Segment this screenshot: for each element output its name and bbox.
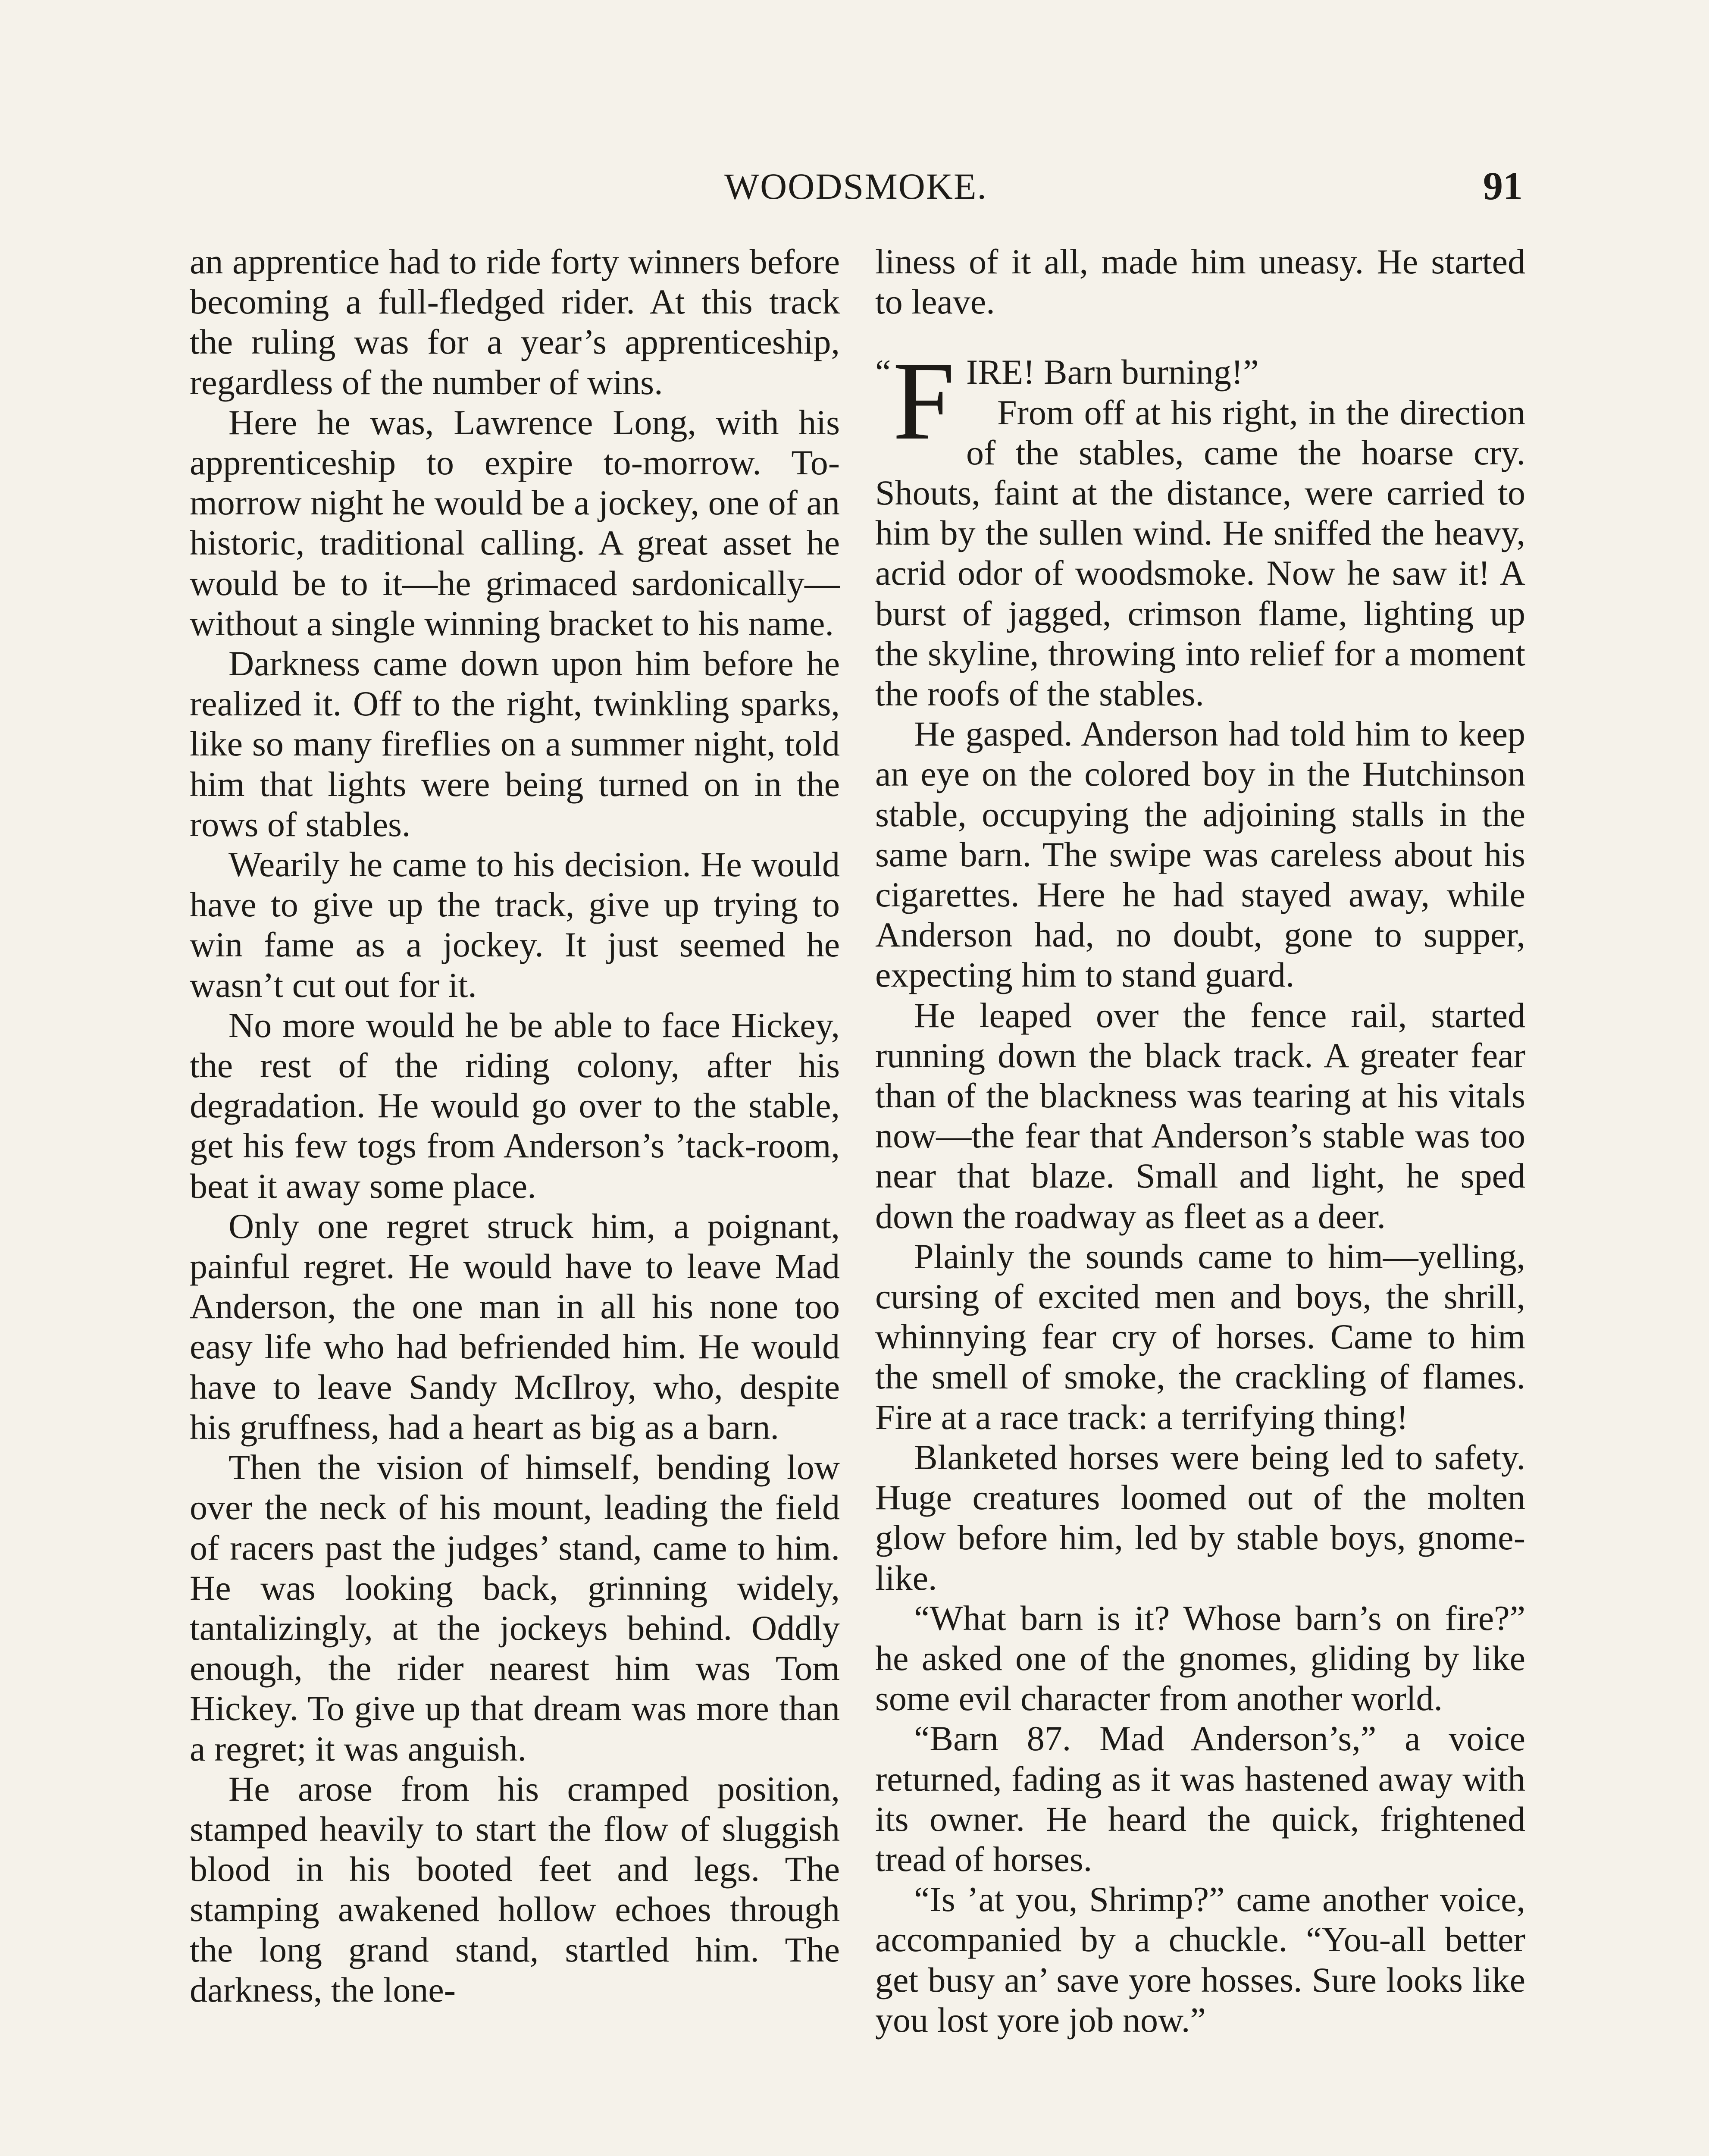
section-opening xyxy=(875,339,1525,714)
paragraph: From off at his right, in the direction of the stables, came the hoarse cry. Shouts, faint at the distance, were carried to him by the sullen wind. He sniffed the heavy, acrid odor of woodsmoke. Now he saw it! A burst of jagged, crimson flame, lighting up the skyline, throwing into relief for a moment the roofs of the stables. xyxy=(875,392,1525,714)
paragraph: No more would he be able to face Hickey, the rest of the riding colony, after his degradation. He would go over to the stable, get his few togs from Anderson’s ’tack-room, beat it away some place. xyxy=(190,1005,840,1206)
page-number: 91 xyxy=(1483,164,1523,208)
paragraph: Then the vision of himself, bending low over the neck of his mount, leading the field of racers past the judges’ stand, came to him. He was looking back, grinning widely, tantalizingly, at the jockeys behind. Oddly enough, the rider nearest him was Tom Hickey. To give up that dream was more than a regret; it was anguish. xyxy=(190,1448,840,1768)
paragraph: “Is ’at you, Shrimp?” came another voice, accompanied by a chuckle. “You-all better get busy an’ save yore hosses. Sure looks like you lost yore job now.” xyxy=(875,1880,1525,2040)
drop-cap: F xyxy=(892,339,955,464)
paragraph: Blanketed horses were being led to safety. Huge creatures loomed out of the molten glow before him, led by stable boys, gnome-like. xyxy=(875,1437,1525,1598)
paragraph: Only one regret struck him, a poignant, painful regret. He would have to leave Mad Anderson, the one man in all his none too easy life who had befriended him. He would have to leave Sandy McIlroy, who, despite his gruffness, had a heart as big as a barn. xyxy=(190,1206,840,1447)
paragraph: an apprentice had to ride forty winners before becoming a full-fledged rider. At this track the ruling was for a year’s apprenticeship, regardless of the number of wins. xyxy=(190,242,840,402)
paragraph: “Barn 87. Mad Anderson’s,” a voice returned, fading as it was hastened away with its owner. He heard the quick, frightened tread of horses. xyxy=(875,1719,1525,1879)
paragraph: Darkness came down upon him before he realized it. Off to the right, twinkling sparks, like so many fireflies on a summer night, told him that lights were being turned on in the rows of stables. xyxy=(190,644,840,844)
opening-quote-mark: “ xyxy=(875,352,891,392)
paragraph-continuation: liness of it all, made him uneasy. He started to leave. xyxy=(875,242,1525,322)
left-column xyxy=(190,241,840,2156)
paragraph: “What barn is it? Whose barn’s on fire?” he asked one of the gnomes, gliding by like some evil character from another world. xyxy=(875,1598,1525,1718)
running-title: WOODSMOKE. xyxy=(724,166,988,207)
paragraph: Here he was, Lawrence Long, with his apprenticeship to expire to-morrow. To-morrow night he would be a jockey, one of an historic, traditional calling. A great asset he would be to it—he grimaced sardonically—without a single winning bracket to his name. xyxy=(190,402,840,643)
drop-cap-line: IRE! Barn burning!” xyxy=(966,352,1259,392)
paragraph: Wearily he came to his decision. He would have to give up the track, give up trying to win fame as a jockey. It just seemed he wasn’t cut out for it. xyxy=(190,845,840,1005)
page-header xyxy=(0,165,1709,216)
right-column xyxy=(875,241,1525,2156)
paragraph: He gasped. Anderson had told him to keep an eye on the colored boy in the Hutchinson stable, occupying the adjoining stalls in the same barn. The swipe was careless about his cigarettes. Here he had stayed away, while Anderson had, no doubt, gone to supper, expecting him to stand guard. xyxy=(875,714,1525,995)
paragraph: He arose from his cramped position, stamped heavily to start the flow of sluggish blood in his booted feet and legs. The stamping awakened hollow echoes through the long grand stand, startled him. The darkness, the lone- xyxy=(190,1769,840,2009)
paragraph: Plainly the sounds came to him—yelling, cursing of excited men and boys, the shrill, whinnying fear cry of horses. Came to him the smell of smoke, the crackling of flames. Fire at a race track: a terrifying thing! xyxy=(875,1236,1525,1437)
paragraph: He leaped over the fence rail, started running down the black track. A greater fear than of the blackness was tearing at his vitals now—the fear that Anderson’s stable was too near that blaze. Small and light, he sped down the roadway as fleet as a deer. xyxy=(875,995,1525,1236)
